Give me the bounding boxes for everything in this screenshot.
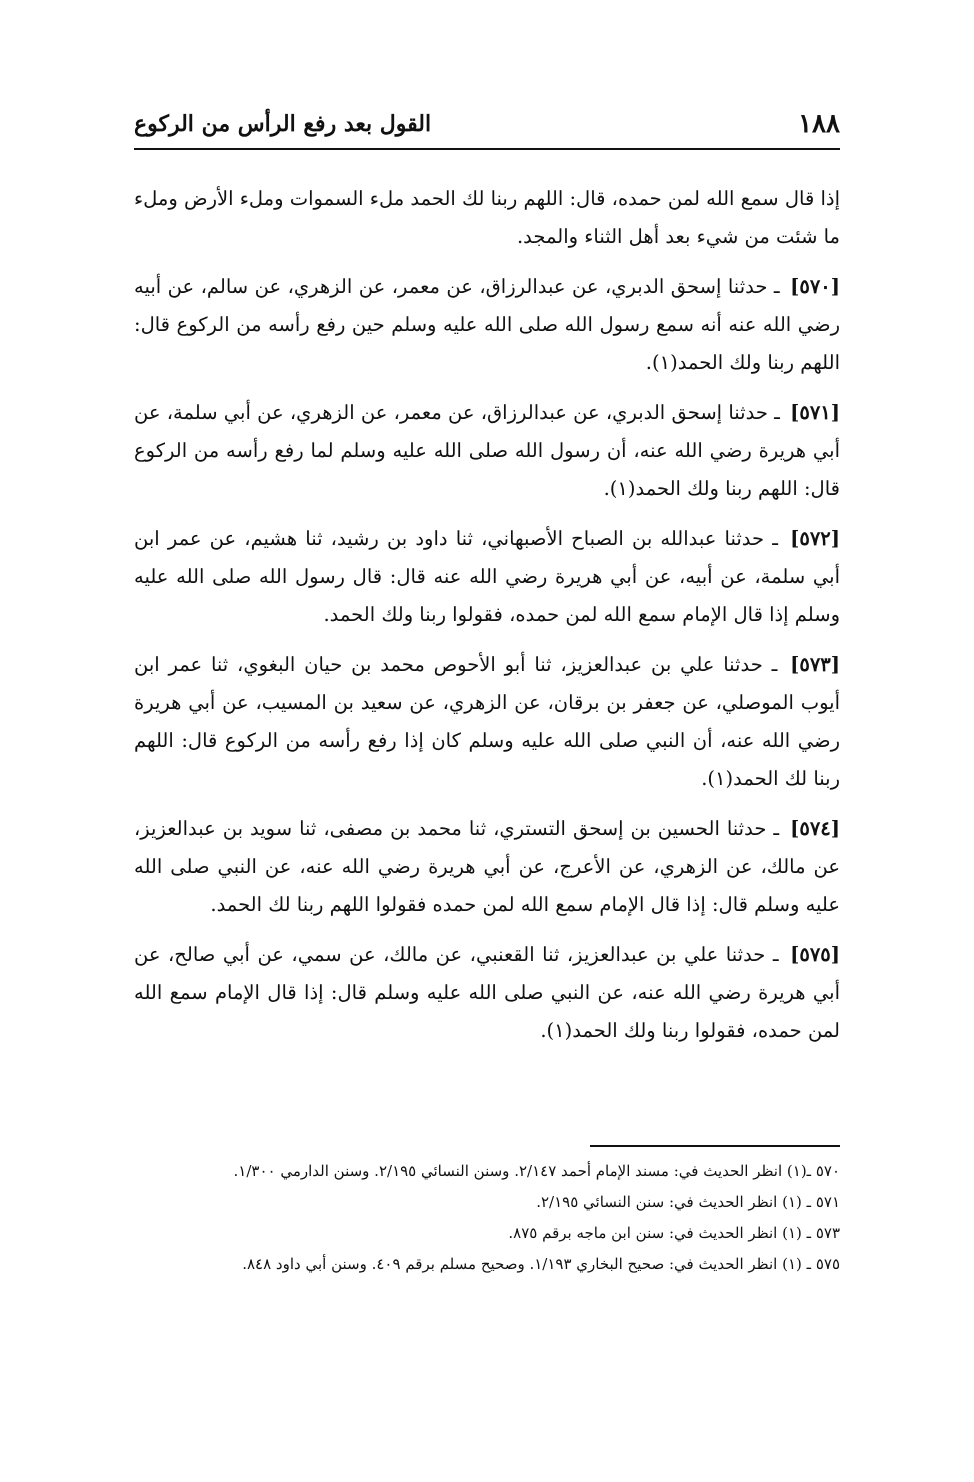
hadith-570 [134, 268, 840, 382]
footnote: ٥٧٠ ـ(١) انظر الحديث في: مسند الإمام أحمد ٢/١٤٧. وسنن النسائي ٢/١٩٥. وسنن الدارمي ١/٣٠٠. [233, 1162, 840, 1180]
hadith-text: ـ حدثنا عبدالله بن الصباح الأصبهاني، ثنا داود بن رشيد، ثنا هشيم، عن عمر ابن أبي سلمة، عن أبيه، عن أبي هريرة رضي الله عنه قال: قال رسول الله صلى الله عليه وسلم إذا قال الإمام سمع الله لمن حمده، فقولوا ربنا ولك الحمد. [134, 527, 840, 626]
hadith-number: [٥٧٥] [790, 943, 840, 966]
hadith-number: [٥٧٢] [790, 527, 841, 550]
header-divider [134, 148, 840, 150]
main-text [134, 180, 840, 1062]
hadith-text: ـ حدثنا علي بن عبدالعزيز، ثنا القعنبي، عن مالك، عن سمي، عن أبي صالح، عن أبي هريرة رضي الله عنه، عن النبي صلى الله عليه وسلم قال: إذا قال الإمام سمع الله لمن حمده، فقولوا ربنا ولك الحمد(١). [134, 943, 840, 1042]
paragraph-text: إذا قال سمع الله لمن حمده، قال: اللهم ربنا لك الحمد ملء السموات وملء الأرض وملء ما شئت من شيء بعد أهل الثناء والمجد. [134, 187, 840, 248]
hadith-number: [٥٧٠] [790, 275, 841, 298]
chapter-title: القول بعد رفع الرأس من الركوع [134, 111, 432, 137]
paragraph-intro [134, 180, 840, 256]
hadith-text: ـ حدثنا إسحق الدبري، عن عبدالرزاق، عن معمر، عن الزهري، عن أبي سلمة، عن أبي هريرة رضي الله عنه، أن رسول الله صلى الله عليه وسلم لما رفع رأسه من الركوع قال: اللهم ربنا ولك الحمد(١). [134, 401, 840, 500]
footnote: ٥٧٥ ـ (١) انظر الحديث في: صحيح البخاري ١/١٩٣. وصحيح مسلم برقم ٤٠٩. وسنن أبي داود ٨٤٨. [242, 1255, 840, 1273]
page-number: ١٨٨ [798, 109, 840, 139]
hadith-text: ـ حدثنا علي بن عبدالعزيز، ثنا أبو الأحوص محمد بن حيان البغوي، ثنا عمر ابن أيوب الموصلي، عن جعفر بن برقان، عن الزهري، عن سعيد بن المسيب، عن أبي هريرة رضي الله عنه، أن النبي صلى الله عليه وسلم كان إذا رفع رأسه من الركوع قال: اللهم ربنا لك الحمد(١). [134, 653, 840, 790]
hadith-text: ـ حدثنا الحسين بن إسحق التستري، ثنا محمد بن مصفى، ثنا سويد بن عبدالعزيز، عن مالك، عن الزهري، عن الأعرج، عن أبي هريرة رضي الله عنه، عن النبي صلى الله عليه وسلم قال: إذا قال الإمام سمع الله لمن حمده فقولوا اللهم ربنا لك الحمد. [134, 817, 840, 916]
footnotes [134, 1156, 840, 1280]
footnote-divider [590, 1145, 840, 1147]
footnote: ٥٧٣ ـ (١) انظر الحديث في: سنن ابن ماجه برقم ٨٧٥. [508, 1224, 840, 1242]
hadith-number: [٥٧٤] [790, 817, 840, 840]
running-header [134, 104, 840, 144]
hadith-text: ـ حدثنا إسحق الدبري، عن عبدالرزاق، عن معمر، عن الزهري، عن سالم، عن أبيه رضي الله عنه أنه سمع رسول الله صلى الله عليه وسلم حين رفع رأسه من الركوع قال: اللهم ربنا ولك الحمد(١). [134, 275, 840, 374]
hadith-571 [134, 394, 840, 508]
hadith-number: [٥٧٣] [790, 653, 840, 676]
hadith-575 [134, 936, 840, 1050]
hadith-572 [134, 520, 840, 634]
footnote: ٥٧١ ـ (١) انظر الحديث في: سنن النسائي ٢/١٩٥. [536, 1193, 840, 1211]
hadith-574 [134, 810, 840, 924]
hadith-number: [٥٧١] [790, 401, 841, 424]
hadith-573 [134, 646, 840, 798]
